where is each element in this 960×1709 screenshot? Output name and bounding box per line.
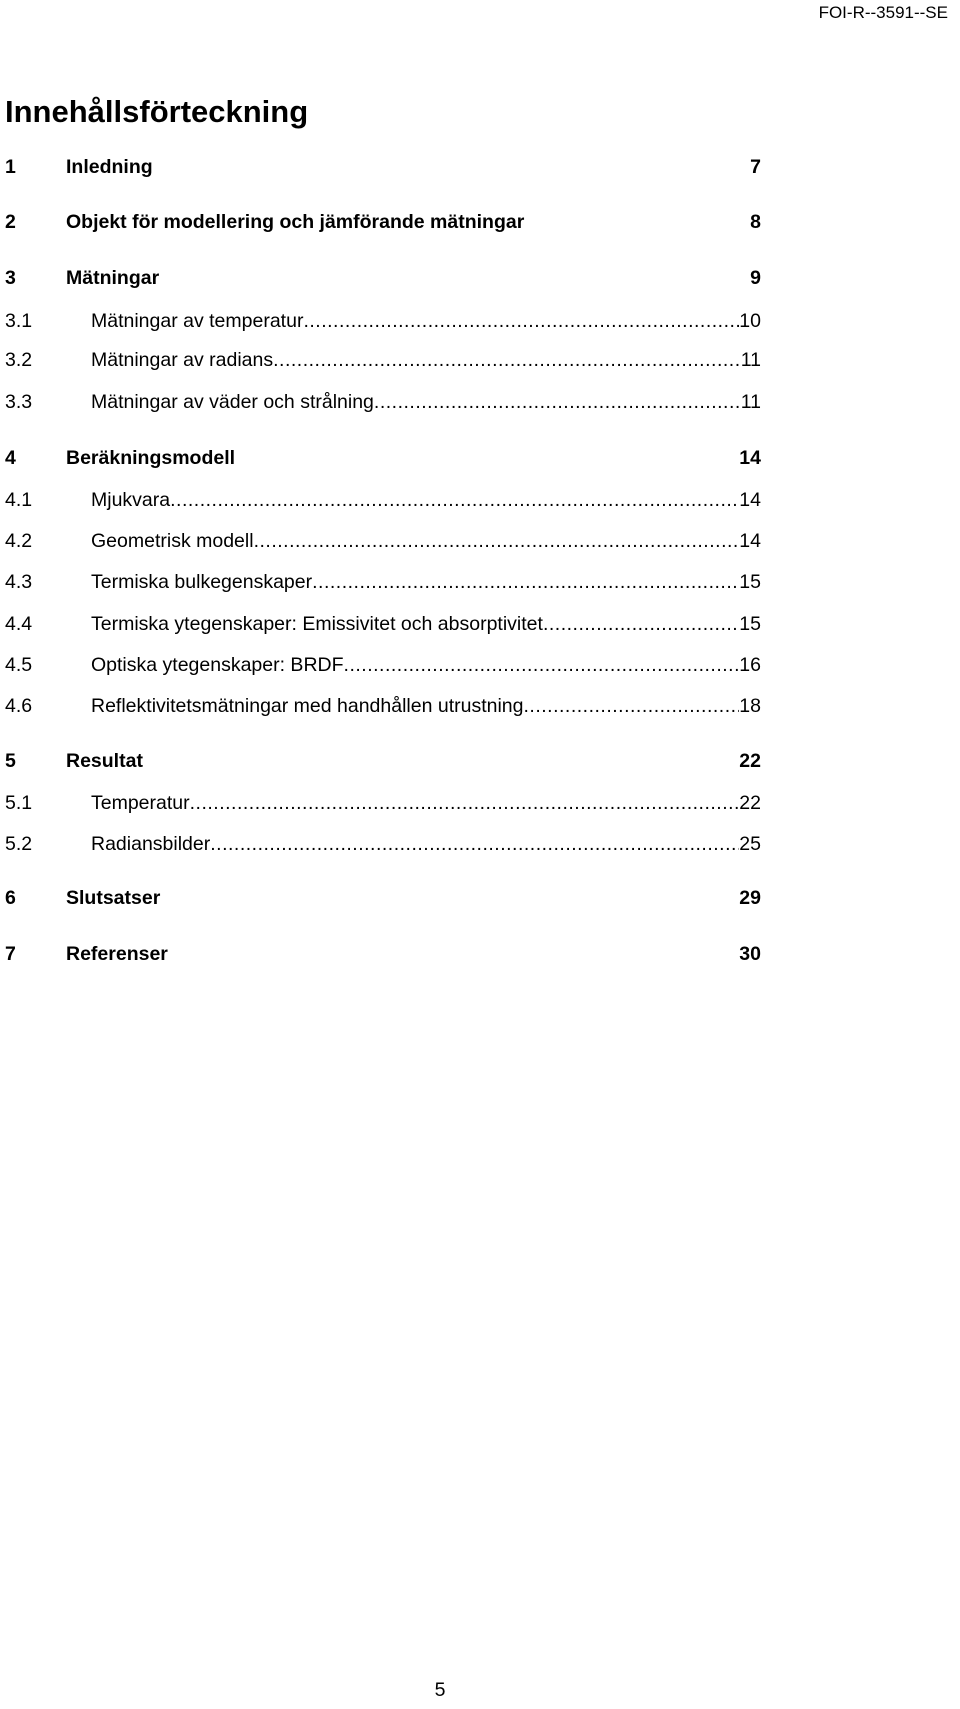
toc-entry-number: 5: [5, 750, 16, 772]
toc-entry-4-5[interactable]: [5, 652, 761, 678]
toc-entry-label: Mätningar av temperatur: [91, 310, 304, 332]
toc-entry-4[interactable]: [5, 445, 761, 471]
toc-entry-5-2[interactable]: [5, 831, 761, 857]
toc-entry-page: 30: [739, 943, 761, 965]
page-number: 5: [434, 1679, 446, 1701]
toc-entry-3[interactable]: [5, 265, 761, 291]
toc-entry-page: 14: [739, 489, 761, 511]
toc-entry-number: 7: [5, 943, 16, 965]
toc-entry-4-6[interactable]: [5, 693, 761, 719]
toc-entry-number: 4.2: [5, 530, 33, 552]
toc-title: Innehållsförteckning: [5, 94, 309, 129]
toc-entry-number: 4.4: [5, 613, 33, 635]
toc-entry-label: Geometrisk modell: [91, 530, 254, 552]
toc-entry-number: 3.1: [5, 310, 33, 332]
toc-entry-page: 11: [740, 349, 761, 371]
toc-entry-label: Temperatur: [91, 792, 190, 814]
toc-entry-page: 18: [739, 695, 761, 717]
toc-entry-4-2[interactable]: [5, 528, 761, 554]
toc-leader: [524, 693, 740, 719]
toc-leader: [312, 569, 739, 595]
toc-entry-number: 3.3: [5, 391, 33, 413]
toc-entry-number: 4.5: [5, 654, 33, 676]
toc-entry-label: Inledning: [66, 156, 153, 178]
toc-entry-label: Beräkningsmodell: [66, 447, 236, 469]
toc-entry-page: 9: [750, 267, 761, 289]
toc-entry-number: 4.3: [5, 571, 33, 593]
toc-entry-label: Slutsatser: [66, 887, 161, 909]
toc-leader: [543, 611, 739, 637]
toc-entry-label: Objekt för modellering och jämförande mätningar: [66, 211, 525, 233]
toc-entry-label: Termiska bulkegenskaper: [91, 571, 313, 593]
toc-leader: [254, 528, 740, 554]
toc-entry-page: 29: [739, 887, 761, 909]
toc-entry-7[interactable]: [5, 941, 761, 967]
toc-entry-number: 6: [5, 887, 16, 909]
toc-entry-page: 15: [739, 613, 761, 635]
toc-leader: [374, 389, 741, 415]
toc-entry-5-1[interactable]: [5, 790, 761, 816]
toc-entry-5[interactable]: [5, 748, 761, 774]
toc-entry-page: 7: [750, 156, 761, 178]
toc-entry-number: 4: [5, 447, 16, 469]
toc-entry-number: 1: [5, 156, 16, 178]
toc-entry-3-2[interactable]: [5, 347, 761, 373]
toc-leader: [303, 308, 739, 334]
toc-entry-6[interactable]: [5, 885, 761, 911]
toc-entry-label: Mjukvara: [91, 489, 171, 511]
toc-entry-number: 2: [5, 211, 16, 233]
toc-entry-page: 11: [740, 391, 761, 413]
toc-entry-3-3[interactable]: [5, 389, 761, 415]
toc-entry-page: 15: [739, 571, 761, 593]
toc-entry-page: 14: [739, 447, 761, 469]
toc-entry-page: 25: [739, 833, 761, 855]
toc-entry-number: 3.2: [5, 349, 33, 371]
toc-entry-4-1[interactable]: [5, 487, 761, 513]
toc-entry-page: 16: [739, 654, 761, 676]
toc-leader: [190, 790, 740, 816]
toc-entry-4-3[interactable]: [5, 569, 761, 595]
toc-entry-label: Resultat: [66, 750, 143, 772]
toc-entry-label: Mätningar av radians: [91, 349, 274, 371]
toc-entry-page: 22: [739, 792, 761, 814]
toc-entry-label: Reflektivitetsmätningar med handhållen utrustning: [91, 695, 524, 717]
toc-entry-number: 3: [5, 267, 16, 289]
toc-entry-number: 4.6: [5, 695, 33, 717]
toc-entry-number: 5.1: [5, 792, 33, 814]
toc-leader: [170, 487, 739, 513]
toc-entry-label: Termiska ytegenskaper: Emissivitet och absorptivitet: [91, 613, 543, 635]
toc-entry-3-1[interactable]: [5, 308, 761, 334]
toc-leader: [210, 831, 739, 857]
toc-entry-label: Radiansbilder: [91, 833, 211, 855]
toc-entry-page: 14: [739, 530, 761, 552]
toc-entry-4-4[interactable]: [5, 611, 761, 637]
toc-entry-page: 10: [739, 310, 761, 332]
toc-entry-page: 22: [739, 750, 761, 772]
toc-entry-label: Mätningar: [66, 267, 160, 289]
toc-entry-1[interactable]: [5, 154, 761, 180]
toc-entry-label: Referenser: [66, 943, 168, 965]
toc-entry-label: Optiska ytegenskaper: BRDF: [91, 654, 344, 676]
toc-entry-page: 8: [750, 211, 761, 233]
toc-entry-number: 4.1: [5, 489, 33, 511]
toc-leader: [273, 347, 741, 373]
toc-entry-number: 5.2: [5, 833, 33, 855]
document-id: FOI-R--3591--SE: [818, 3, 948, 22]
toc-entry-2[interactable]: [5, 209, 761, 235]
toc-leader: [344, 652, 740, 678]
toc-entry-label: Mätningar av väder och strålning: [91, 391, 374, 413]
